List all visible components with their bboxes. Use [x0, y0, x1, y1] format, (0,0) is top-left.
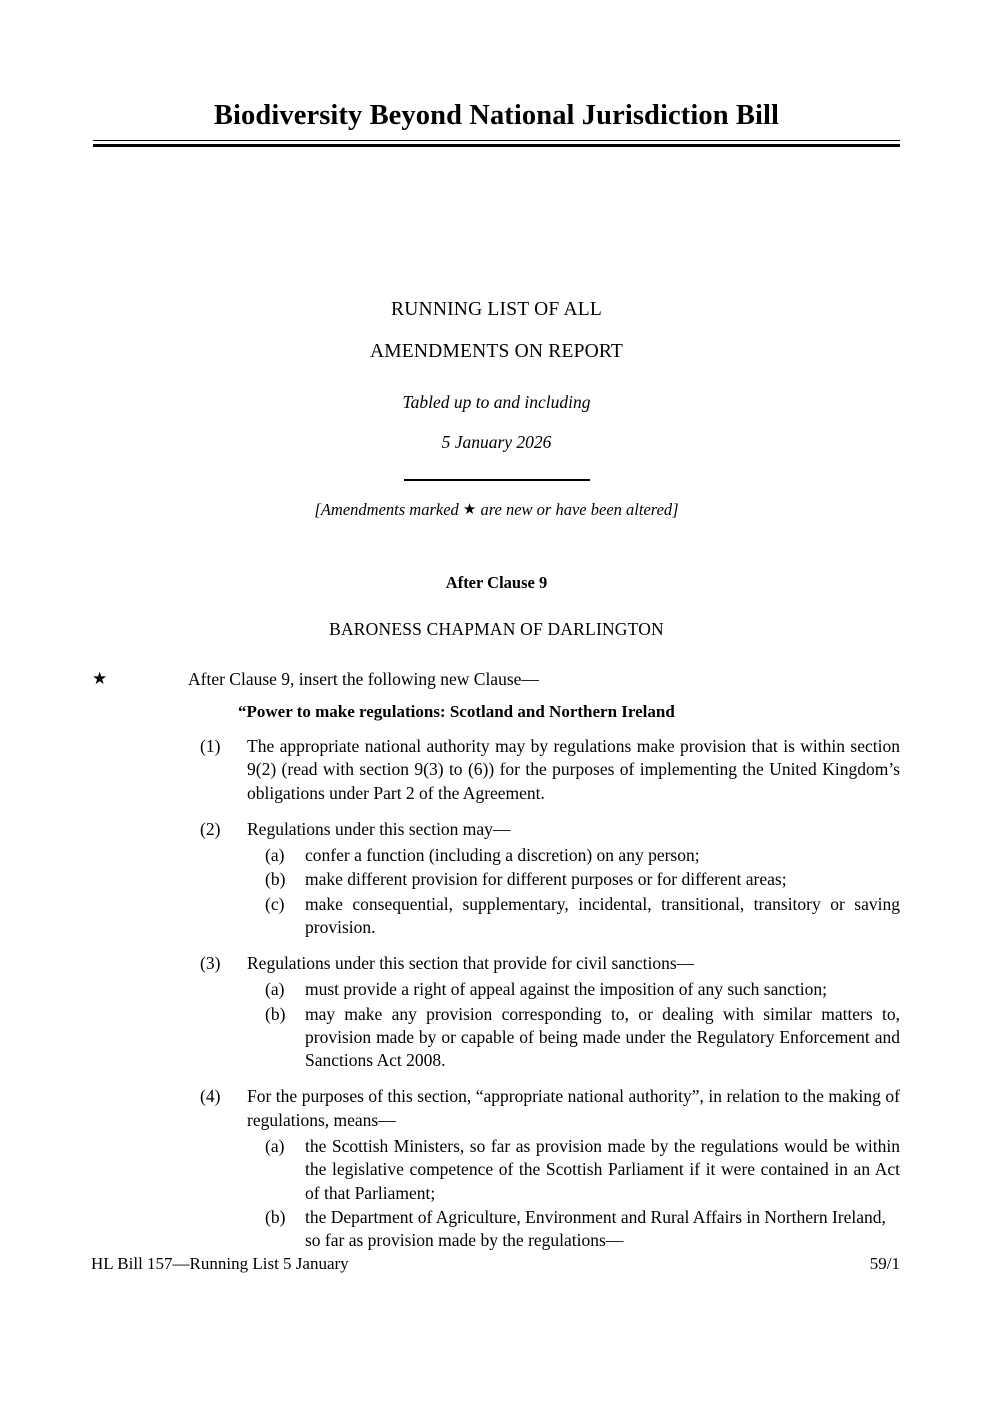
masthead-rule-thick: [93, 144, 900, 147]
list-item: [0, 893, 991, 940]
amendment-instruction: After Clause 9, insert the following new Clause—: [188, 669, 539, 689]
new-clause-subsections: [0, 735, 991, 1265]
tabled-label: Tabled up to and including: [402, 392, 591, 412]
subsection-text: Regulations under this section may—: [247, 818, 511, 839]
subsection: [0, 735, 991, 805]
subsection-text: For the purposes of this section, “appropriate national authority”, in relation to the making of regulations, means—: [247, 1086, 900, 1130]
list-item-text: make different provision for different purposes or for different areas;: [305, 869, 787, 890]
footer-page-number: 59/1: [869, 1254, 900, 1273]
new-clause-title: “Power to make regulations: Scotland and Northern Ireland: [238, 702, 675, 721]
list-item-text: make consequential, supplementary, incidental, transitional, transitory or saving provision.: [305, 893, 900, 937]
list-item: [0, 844, 991, 867]
tabled-date: 5 January 2026: [441, 431, 552, 452]
subsection-number: (1): [200, 736, 221, 756]
subsection: [0, 952, 991, 1072]
running-head-line-1: RUNNING LIST OF ALL: [391, 299, 602, 320]
clause-heading: After Clause 9: [445, 573, 548, 592]
masthead: [93, 100, 900, 147]
list-item-label: (b): [265, 1206, 286, 1227]
list-item-label: (a): [265, 845, 285, 866]
short-rule: [404, 479, 590, 481]
subsection-text: Regulations under this section that provide for civil sanctions—: [247, 953, 695, 974]
subsection-text: The appropriate national authority may by regulations make provision that is within section 9(2) (read with section 9(3) to (6)) for the purposes of implementing the United Kingdom’s obligations under Part 2 of the Agreement.: [247, 736, 900, 803]
list-item: [0, 978, 991, 1001]
subsection: [0, 1085, 991, 1252]
list-item-text: confer a function (including a discretion) on any person;: [305, 845, 700, 866]
list-item-label: (b): [265, 869, 286, 890]
subsection: [0, 818, 991, 939]
star-icon: ★: [462, 502, 477, 518]
list-item: [0, 1206, 991, 1253]
list-item: [0, 1135, 991, 1205]
marked-amendments-note: [93, 500, 900, 520]
running-head-line-2: AMENDMENTS ON REPORT: [369, 340, 624, 362]
subsection-number: (2): [200, 818, 221, 839]
list-item: [0, 868, 991, 891]
marked-note-suffix: are new or have been altered]: [476, 500, 679, 519]
subsection-number: (4): [200, 1086, 221, 1107]
list-item-label: (c): [265, 893, 285, 914]
subsection-number: (3): [200, 953, 221, 974]
page-title: Biodiversity Beyond National Jurisdiction Bill: [213, 100, 780, 131]
subsection-items: [0, 1135, 991, 1252]
marked-note-prefix: [Amendments marked: [314, 500, 463, 519]
list-item-text: the Department of Agriculture, Environment and Rural Affairs in Northern Ireland, so far as provision made by the regulations—: [305, 1206, 886, 1251]
footer-bill-reference: HL Bill 157—Running List 5 January: [91, 1254, 349, 1273]
list-item: [0, 1003, 991, 1073]
page-footer: [91, 1254, 900, 1274]
subsection-items: [0, 844, 991, 939]
list-item-label: (a): [265, 1135, 285, 1156]
list-item-text: the Scottish Ministers, so far as provision made by the regulations would be within the legislative competence of the Scottish Parliament if it were contained in an Act of that Parliament;: [305, 1135, 900, 1203]
running-head-block: [93, 300, 900, 481]
header-divider: [93, 479, 900, 481]
subsection-items: [0, 978, 991, 1072]
list-item-label: (a): [265, 979, 285, 1000]
list-item-text: may make any provision corresponding to, or dealing with similar matters to, provision made by or capable of being made under the Regulatory Enforcement and Sanctions Act 2008.: [305, 1003, 900, 1071]
amendment-star-icon: ★: [92, 669, 108, 688]
list-item-text: must provide a right of appeal against the imposition of any such sanction;: [305, 979, 827, 1000]
list-item-label: (b): [265, 1003, 286, 1024]
amendment-sponsor: BARONESS CHAPMAN OF DARLINGTON: [329, 619, 664, 639]
